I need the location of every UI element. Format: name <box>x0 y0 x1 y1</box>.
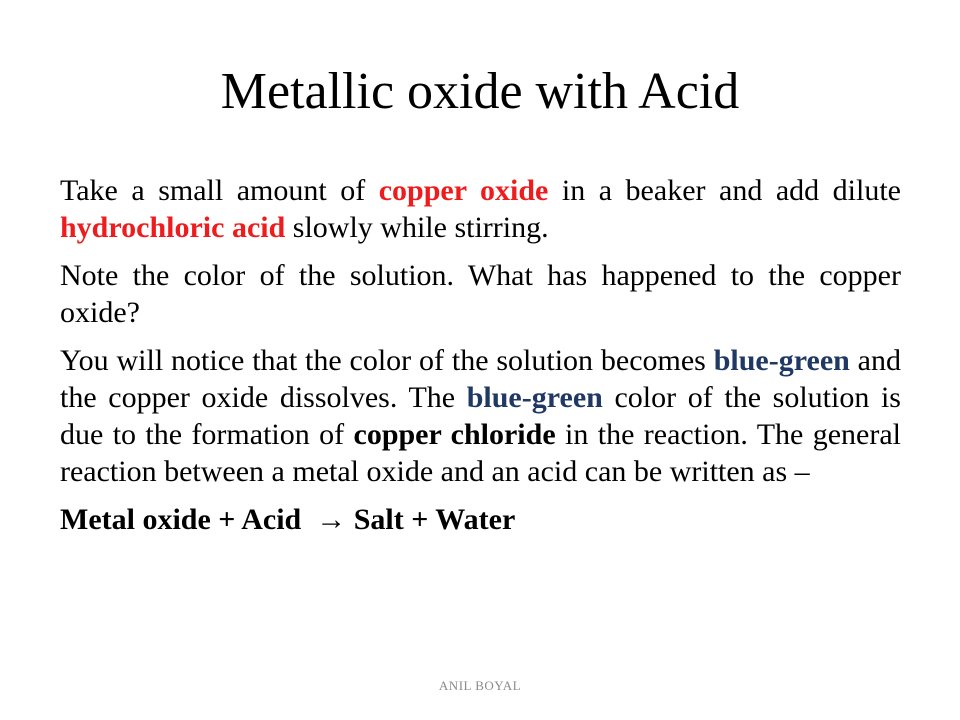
text: Take a small amount of <box>60 174 379 207</box>
text: slowly while stirring. <box>285 211 549 244</box>
text: and the copper oxide dissolves. The <box>60 344 901 414</box>
paragraph-procedure <box>60 172 901 246</box>
footer-author: ANIL BOYAL <box>438 678 522 693</box>
slide-title: Metallic oxide with Acid <box>220 63 740 120</box>
paragraph-observation <box>60 342 901 490</box>
text: in the reaction. The general reaction between a metal oxide and an acid can be written as – <box>60 418 901 488</box>
highlight-blue-green: blue-green <box>466 381 603 414</box>
paragraph-question <box>60 257 901 331</box>
highlight-blue-green: blue-green <box>713 344 850 377</box>
text: You will notice that the color of the solution becomes <box>60 344 714 377</box>
equation-text: Metal oxide + Acid → Salt + Water <box>60 503 516 536</box>
highlight-copper-oxide: copper oxide <box>378 174 549 207</box>
text: color of the solution is due to the formation of <box>60 381 901 451</box>
slide-body <box>60 172 901 549</box>
general-equation <box>60 501 901 538</box>
text: in a beaker and add dilute <box>548 174 901 207</box>
highlight-copper-chloride: copper chloride <box>353 418 556 451</box>
highlight-hydrochloric-acid: hydrochloric acid <box>60 211 286 244</box>
text: Note the color of the solution. What has happened to the copper oxide? <box>60 259 901 329</box>
